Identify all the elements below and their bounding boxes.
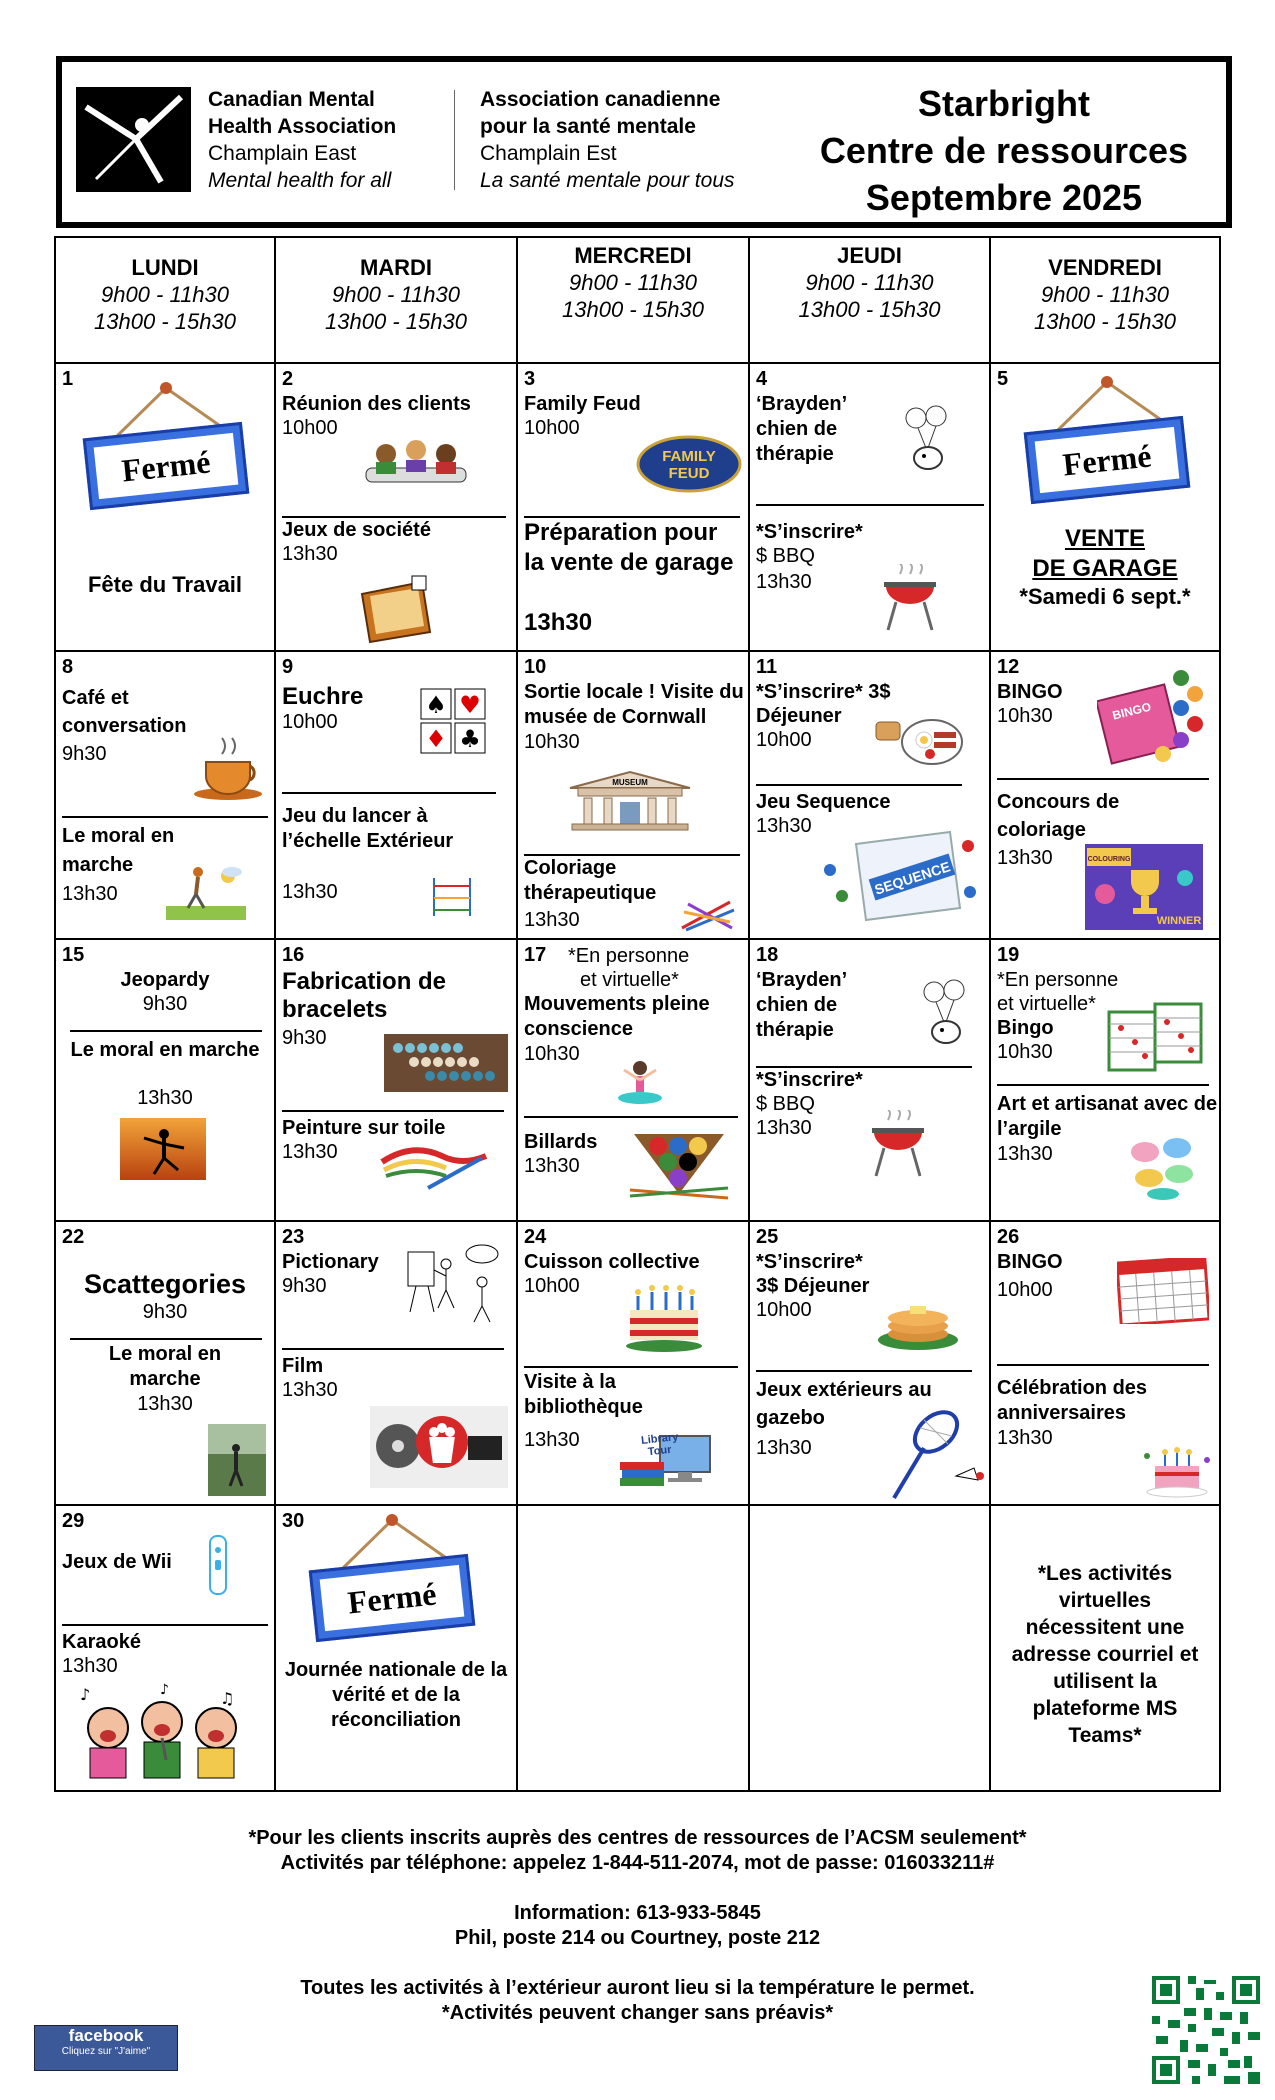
qr-code-icon[interactable] (1148, 1972, 1264, 2088)
bracelets-icon (384, 1034, 508, 1092)
separator (524, 1366, 738, 1368)
activity-time: 9h30 (282, 1027, 327, 1049)
separator (997, 778, 1209, 780)
garage-sale-title: VENTE DE GARAGE (1032, 525, 1178, 582)
activity-time: 9h30 (142, 993, 188, 1015)
activity-time: 13h30 (282, 881, 338, 903)
virtual-note: *En personne (568, 945, 690, 967)
clay-icon (1125, 1134, 1201, 1202)
activity-time: 10h00 (756, 1299, 812, 1321)
svg-text:♥: ♥ (459, 691, 481, 719)
walking-outdoors-icon (208, 1424, 266, 1496)
svg-text:SEQUENCE: SEQUENCE (872, 858, 953, 898)
day-header-monday: LUNDI 9h00 - 11h30 13h00 - 15h30 (54, 236, 276, 364)
walking-person-icon (166, 862, 246, 922)
garage-sale-date: *Samedi 6 sept.* (1019, 584, 1191, 609)
activity-time: 13h30 (756, 1117, 812, 1139)
separator (282, 1348, 504, 1350)
activity-title: Pictionary (282, 1251, 379, 1273)
activity-title: Café et conversation (62, 687, 187, 737)
day-cell-30: 30 Fermé Journée nationale de la vérité et de la réconciliation (274, 1504, 518, 1792)
bingo-cards-icon (1107, 1002, 1203, 1074)
activity-time: 13h30 (524, 909, 580, 931)
separator (282, 1110, 504, 1112)
activity-title: Cuisson collective (524, 1251, 700, 1273)
svg-text:FAMILY: FAMILY (662, 448, 716, 465)
backgammon-icon (356, 574, 436, 644)
virtual-activities-note: *Les activités virtuelles nécessitent une adresse courriel et utilisent la plateforme MS Teams* (1011, 1562, 1199, 1747)
footer-information: Information: 613-933-5845 (514, 1902, 761, 1924)
calendar-grid (54, 236, 1221, 1792)
activity-time: 13h30 (282, 1379, 338, 1401)
virtual-note: et virtuelle* (580, 969, 679, 991)
activity-title: Le moral en marche (70, 1039, 260, 1061)
activity-title: Concours de coloriage (997, 791, 1120, 841)
activity-title: Visite à la bibliothèque (524, 1371, 643, 1418)
activity-title: BINGO (997, 681, 1063, 703)
day-cell-10: 10 Sortie locale ! Visite du musée de Cornwall 10h30 MUSEUM Coloriage thérapeutique 13h30 (516, 650, 750, 940)
activity-time: 13h30 (137, 1393, 193, 1415)
separator (62, 816, 268, 818)
activity-title: *S’inscrire* (756, 521, 863, 543)
svg-text:♦: ♦ (425, 725, 447, 753)
day-cell-12: 12 BINGO 10h30 BINGO Concours de coloriage 13h30 COLOURING WINNER (989, 650, 1221, 940)
footer-eligibility: *Pour les clients inscrits auprès des centres de ressources de l’ACSM seulement* (248, 1827, 1027, 1849)
activity-title: Karaoké (62, 1631, 141, 1653)
footer (0, 1826, 1275, 2026)
org-name-french: Association canadienne pour la santé mentale Champlain Est La santé mentale pour tous (480, 88, 735, 192)
activity-time: 13h30 (282, 1141, 338, 1163)
activity-title: Jeu Sequence (756, 791, 891, 813)
activity-title: Bingo (997, 1017, 1054, 1039)
bingo-balls-icon (1097, 662, 1207, 766)
billiards-icon (628, 1124, 730, 1204)
badminton-racket-icon (890, 1408, 986, 1504)
activity-time: 9h30 (62, 743, 107, 765)
bbq-grill-icon (866, 1110, 930, 1180)
ladder-toss-icon (430, 876, 474, 918)
virtual-note: *En personne (997, 969, 1119, 991)
day-cell-17: 17 *En personne et virtuelle* Mouvements pleine conscience 10h30 Billards 13h30 (516, 938, 750, 1222)
activity-title: Jeux extérieurs au gazebo (756, 1379, 932, 1429)
sequence-game-icon (820, 826, 980, 926)
day-cell-24: 24 Cuisson collective 10h00 Visite à la bibliothèque 13h30 Library Tour (516, 1220, 750, 1506)
day-header-tuesday: MARDI 9h00 - 11h30 13h00 - 15h30 (274, 236, 518, 364)
karaoke-singers-icon (70, 1682, 256, 1782)
holiday-label: Fête du Travail (87, 572, 243, 597)
breakfast-plate-icon (874, 712, 964, 768)
wii-remote-icon (206, 1534, 230, 1598)
activity-time: 9h30 (142, 1301, 188, 1323)
museum-icon (560, 770, 700, 832)
activity-title: Euchre (282, 683, 364, 710)
empty-cell (748, 1504, 991, 1792)
day-cell-4: 4 ‘Brayden’ chien de thérapie *S’inscrire* $ BBQ 13h30 (748, 362, 991, 652)
separator (997, 1364, 1209, 1366)
activity-time: 13h30 (756, 1437, 812, 1459)
activity-time: 10h30 (997, 1041, 1053, 1063)
activity-time: 13h30 (756, 571, 812, 593)
activity-time: 9h30 (282, 1275, 327, 1297)
activity-title: BINGO (997, 1251, 1063, 1273)
tai-chi-sunset-icon (120, 1118, 206, 1180)
movie-icon (370, 1406, 508, 1488)
cmha-logo-icon (76, 87, 191, 192)
svg-text:♠: ♠ (425, 691, 447, 719)
header-box (56, 56, 1232, 228)
activity-title: *S’inscrire* 3$ (756, 681, 891, 703)
pancakes-icon (876, 1292, 960, 1352)
day-cell-3: 3 Family Feud 10h00 FAMILY FEUD Préparation pour la vente de garage 13h30 (516, 362, 750, 652)
activity-title: Préparation pour la vente de garage (524, 519, 734, 576)
activity-time: 10h00 (756, 729, 812, 751)
activity-subtitle: 3$ Déjeuner (756, 1275, 870, 1297)
activity-title: Célébration des anniversaires (997, 1377, 1148, 1424)
bbq-grill-icon (878, 564, 942, 634)
activity-title: Jeu du lancer à l’échelle Extérieur (282, 805, 454, 852)
activity-subtitle: $ BBQ (756, 545, 815, 567)
activity-subtitle: Déjeuner (756, 705, 842, 727)
therapy-dog-icon (914, 978, 978, 1048)
day-cell-9: 9 Euchre 10h00 ♠ ♥ ♦ ♣ Jeu du lancer à l’échelle Extérieur 13h30 (274, 650, 518, 940)
footer-contacts: Phil, poste 214 ou Courtney, poste 212 (454, 1927, 821, 1949)
svg-text:♪: ♪ (80, 1685, 91, 1704)
activity-title: Jeux de Wii (62, 1551, 172, 1573)
activity-time: 13h30 (524, 1429, 580, 1451)
activity-title: Fabrication de bracelets (282, 968, 447, 1023)
birthday-celebration-icon (1141, 1442, 1215, 1500)
activity-time: 13h30 (62, 1655, 118, 1677)
day-cell-5: 5 Fermé VENTE DE GARAGE *Samedi 6 sept.* (989, 362, 1221, 652)
closed-sign-icon: Fermé (1027, 376, 1197, 506)
separator (282, 792, 496, 794)
svg-text:Library: Library (640, 1431, 679, 1447)
activity-title: Jeux de société (282, 519, 431, 541)
separator (70, 1338, 262, 1340)
card-suits-icon (420, 688, 486, 756)
activity-time: 10h00 (997, 1279, 1053, 1301)
svg-text:MUSEUM: MUSEUM (612, 778, 648, 787)
separator (997, 1084, 1209, 1086)
activity-time: 10h00 (282, 417, 338, 439)
footer-weather-note: Toutes les activités à l’extérieur auront lieu si la température le permet. (300, 1977, 975, 1999)
footer-phone: Activités par téléphone: appelez 1-844-511-2074, mot de passe: 016033211# (280, 1852, 995, 1874)
activity-title: Billards (524, 1131, 598, 1153)
activity-title: Peinture sur toile (282, 1117, 446, 1139)
therapy-dog-icon (896, 404, 960, 474)
virtual-activities-note-cell (989, 1504, 1221, 1792)
closed-sign-icon: Fermé (312, 1514, 482, 1644)
closed-sign-icon: Fermé (86, 382, 256, 512)
activity-time: 13h30 (282, 543, 338, 565)
day-header-friday: VENDREDI 9h00 - 11h30 13h00 - 15h30 (989, 236, 1221, 364)
svg-text:♫: ♫ (220, 1689, 235, 1708)
day-cell-22: 22 Scattegories 9h30 Le moral en marche 13h30 (54, 1220, 276, 1506)
day-cell-2: 2 Réunion des clients 10h00 Jeux de société 13h30 (274, 362, 518, 652)
separator (70, 1030, 262, 1032)
activity-time: 13h30 (62, 883, 118, 905)
birthday-cake-icon (622, 1284, 704, 1356)
day-cell-19: 19 *En personne et virtuelle* Bingo 10h30 Art et artisanat avec de l’argile 13h30 (989, 938, 1221, 1222)
colored-pencils-icon (680, 898, 736, 932)
bingo-card-icon (1117, 1258, 1209, 1324)
facebook-like-button[interactable]: facebook Cliquez sur "J'aime" (34, 2025, 178, 2071)
activity-time: 13h30 (997, 1427, 1053, 1449)
activity-time: 10h00 (524, 417, 580, 439)
activity-time: 10h00 (524, 1275, 580, 1297)
activity-title: Le moral en marche (108, 1343, 222, 1390)
activity-title: Coloriage thérapeutique (524, 857, 657, 904)
svg-text:♣: ♣ (459, 725, 481, 753)
activity-time: 13h30 (524, 1155, 580, 1177)
day-cell-8: 8 Café et conversation 9h30 Le moral en marche 13h30 (54, 650, 276, 940)
day-cell-11: 11 *S’inscrire* 3$ Déjeuner 10h00 Jeu Sequence 13h30 SEQUENCE (748, 650, 991, 940)
activity-title: Sortie locale ! Visite du musée de Cornwall 10h30 (524, 681, 744, 753)
day-header-thursday: JEUDI 9h00 - 11h30 13h00 - 15h30 (748, 236, 991, 364)
separator (756, 784, 962, 786)
separator (756, 1370, 972, 1372)
activity-title: Art et artisanat avec de l’argile (997, 1093, 1218, 1140)
activity-time: 13h30 (756, 815, 812, 837)
day-cell-18: 18 ‘Brayden’ chien de thérapie *S’inscrire* $ BBQ 13h30 (748, 938, 991, 1222)
day-header-wednesday: MERCREDI 9h00 - 11h30 13h00 - 15h30 (516, 236, 750, 364)
holiday-label: Journée nationale de la vérité et de la réconciliation (284, 1659, 508, 1731)
activity-title: Scattegories (83, 1269, 247, 1299)
meditation-icon (612, 1058, 668, 1108)
activity-time: 13h30 (524, 609, 593, 636)
family-feud-logo-icon (636, 434, 742, 494)
virtual-note: et virtuelle* (997, 993, 1096, 1015)
meeting-people-icon (362, 434, 470, 490)
paintbrush-icon (378, 1142, 490, 1192)
activity-title: Mouvements pleine conscience (524, 993, 710, 1040)
day-cell-29: 29 Jeux de Wii Karaoké 13h30 ♪ ♫ ♪ (54, 1504, 276, 1792)
svg-text:Tour: Tour (647, 1443, 673, 1459)
library-computer-icon (620, 1428, 716, 1488)
activity-title: Film (282, 1355, 324, 1377)
activity-title: *S’inscrire* (756, 1251, 863, 1273)
svg-text:♪: ♪ (160, 1682, 169, 1698)
activity-subtitle: $ BBQ (756, 1093, 815, 1115)
activity-time: 13h30 (997, 1143, 1053, 1165)
activity-time: 13h30 (997, 847, 1053, 869)
pictionary-drawing-icon (402, 1242, 502, 1332)
day-cell-26: 26 BINGO 10h00 Célébration des anniversaires 13h30 (989, 1220, 1221, 1506)
coffee-cup-icon (192, 736, 266, 802)
day-cell-25: 25 *S’inscrire* 3$ Déjeuner 10h00 Jeux extérieurs au gazebo 13h30 (748, 1220, 991, 1506)
svg-text:BINGO: BINGO (1110, 699, 1153, 723)
day-cell-16: 16 Fabrication de bracelets 9h30 Peinture sur toile 13h30 (274, 938, 518, 1222)
activity-title: Réunion des clients (282, 393, 471, 415)
activity-time: 13h30 (137, 1087, 193, 1109)
footer-change-note: *Activités peuvent changer sans préavis* (441, 2002, 834, 2024)
day-cell-23: 23 Pictionary 9h30 Film 13h30 (274, 1220, 518, 1506)
empty-cell (516, 1504, 750, 1792)
separator (62, 1624, 268, 1626)
org-name-english: Canadian Mental Health Association Champlain East Mental health for all (208, 88, 397, 192)
activity-title: Jeopardy (120, 969, 210, 991)
svg-text:COLOURING: COLOURING (1087, 856, 1131, 863)
day-cell-15: 15 Jeopardy 9h30 Le moral en marche 13h30 (54, 938, 276, 1222)
separator (756, 504, 984, 506)
svg-text:FEUD: FEUD (668, 465, 710, 482)
coloring-contest-icon (1085, 844, 1203, 930)
activity-time: 10h00 (282, 711, 338, 733)
activity-title: Family Feud (524, 393, 641, 415)
day-cell-1: 1 Fermé Fête du Travail (54, 362, 276, 652)
activity-title: Le moral en marche (62, 825, 175, 876)
logo-divider (454, 90, 455, 190)
separator (524, 1116, 738, 1118)
activity-title: ‘Brayden’ chien de thérapie (756, 393, 847, 465)
activity-title: *S’inscrire* (756, 1069, 863, 1091)
svg-text:WINNER: WINNER (1156, 915, 1202, 927)
page-title: Starbright Centre de ressources Septembre 2025 (819, 83, 1189, 218)
activity-title: ‘Brayden’ chien de thérapie (756, 969, 847, 1041)
activity-time: 10h30 (524, 1043, 580, 1065)
activity-time: 10h30 (997, 705, 1053, 727)
